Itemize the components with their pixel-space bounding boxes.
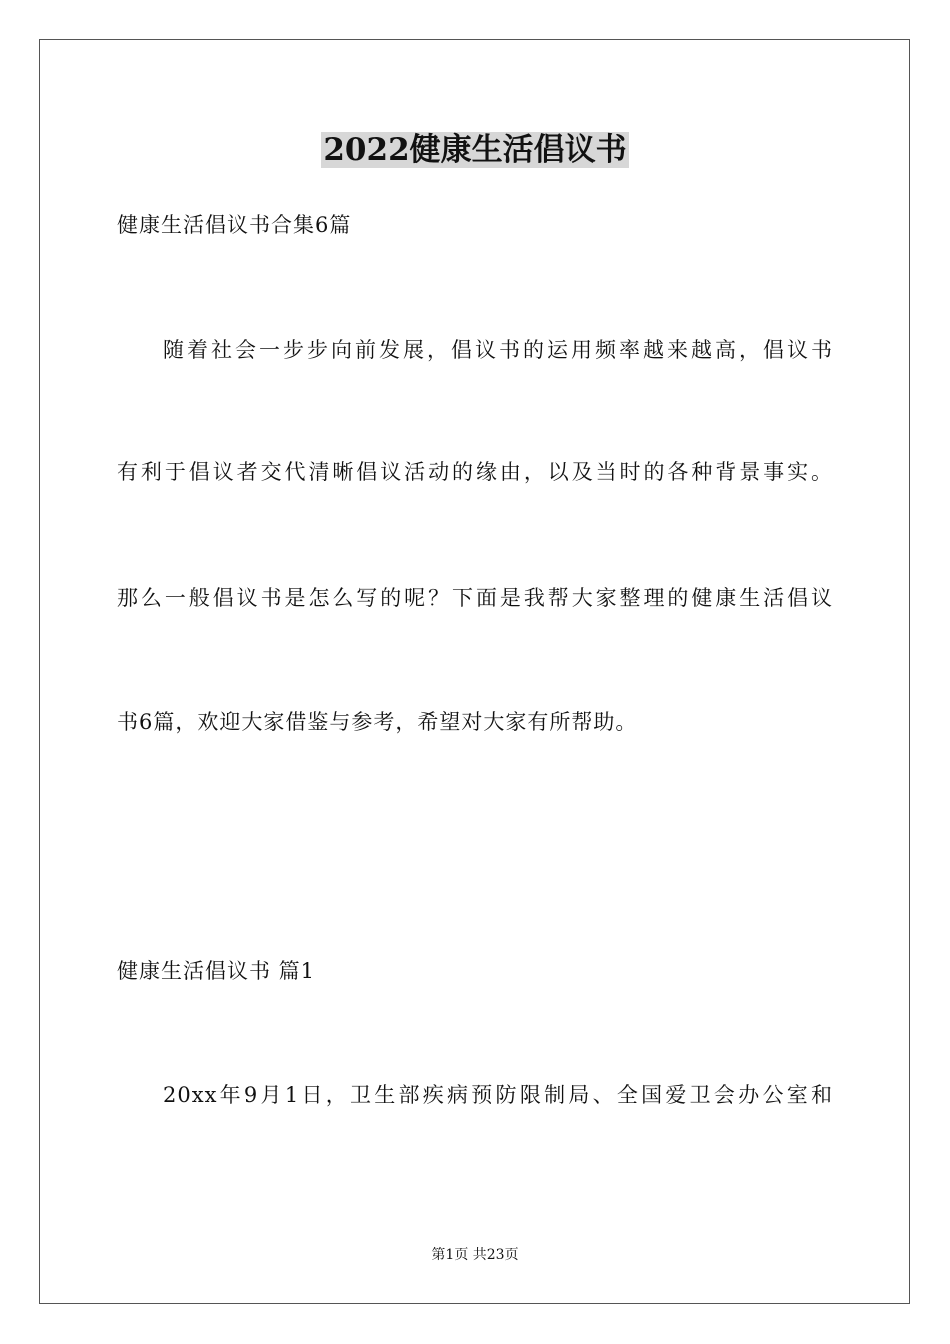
intro-line-4: 书6篇，欢迎大家借鉴与参考，希望对大家有所帮助。 [117, 710, 638, 734]
document-title-text: 2022健康生活倡议书 [323, 132, 627, 168]
intro-line-2: 有利于倡议者交代清晰倡议活动的缘由，以及当时的各种背景事实。 [117, 460, 833, 484]
intro-line-3: 那么一般倡议书是怎么写的呢？下面是我帮大家整理的健康生活倡议 [117, 586, 833, 610]
section-heading: 健康生活倡议书 篇1 [117, 959, 316, 983]
page-footer: 第1页 共23页 [431, 1247, 519, 1263]
document-title [0, 128, 950, 172]
intro-line-1: 随着社会一步步向前发展，倡议书的运用频率越来越高，倡议书 [163, 338, 833, 362]
section-first-line: 20xx年9月1日，卫生部疾病预防限制局、全国爱卫会办公室和 [163, 1083, 833, 1107]
document-subtitle: 健康生活倡议书合集6篇 [117, 213, 352, 237]
